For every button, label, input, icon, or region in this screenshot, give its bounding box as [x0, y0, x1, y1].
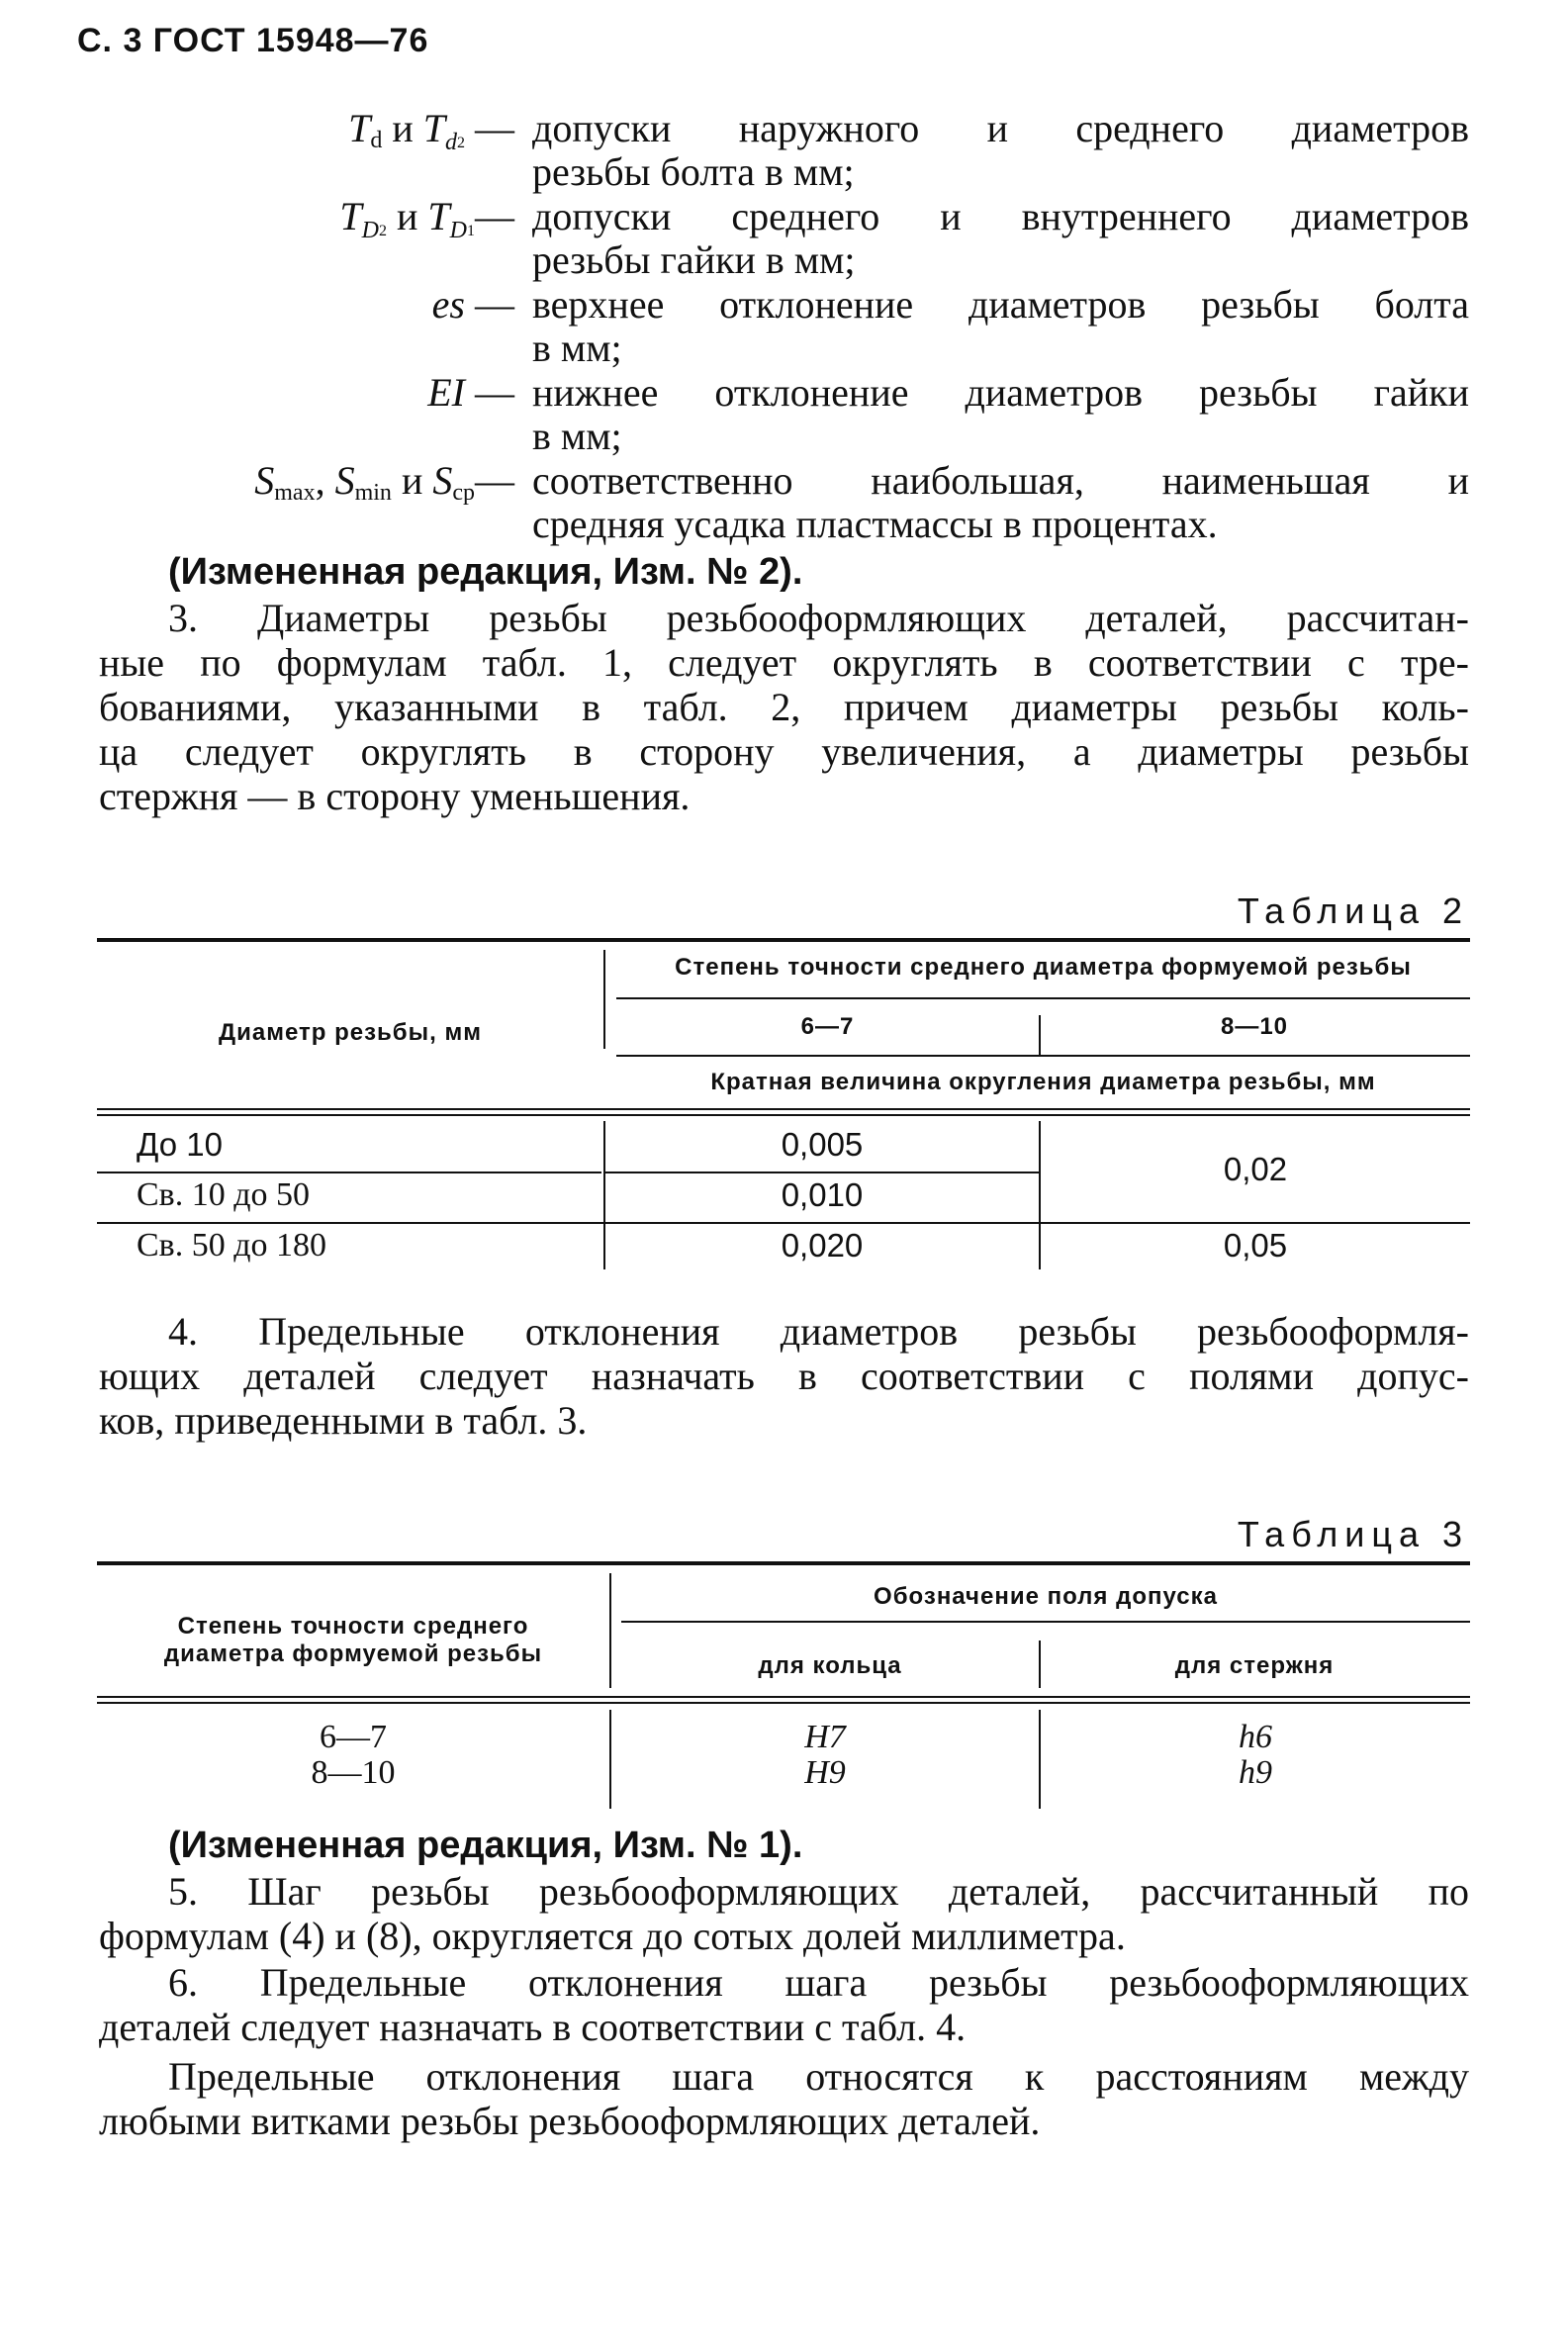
- table2-col1-header: Диаметр резьбы, мм: [219, 1019, 482, 1046]
- paragraph-4: 4. Предельные отклонения диаметров резьбы резьбооформля- ющих деталей следует назначать в соответствии с полями допус- ков, приведенными в табл. 3.: [99, 1309, 1469, 1443]
- page-header: С. 3 ГОСТ 15948—76: [77, 22, 429, 59]
- table-2: [97, 938, 1470, 1279]
- table2-cell-v1: 0,020: [781, 1227, 864, 1264]
- table3-group-header: Обозначение поля допуска: [874, 1583, 1218, 1610]
- table3-subheader-rod: для стержня: [1174, 1652, 1335, 1679]
- table2-cell-v2: 0,05: [1223, 1227, 1288, 1264]
- paragraph-7: Предельные отклонения шага относятся к расстояниям между любыми витками резьбы резьбооформляющих деталей.: [99, 2054, 1469, 2143]
- table-row: 6—7: [320, 1719, 387, 1755]
- table-3: [97, 1561, 1470, 1809]
- definition-symbol: $T_D2$ и $T_D1—$: [339, 194, 514, 243]
- table2-subheader-8-10: 8—10: [1220, 1013, 1289, 1040]
- table2-unit-header: Кратная величина округления диаметра резьбы, мм: [710, 1069, 1376, 1095]
- paragraph-5: 5. Шаг резьбы резьбооформляющих деталей, рассчитанный по формулам (4) и (8), округляется до сотых долей миллиметра.: [99, 1869, 1469, 1958]
- table3-cell-ring: H7: [804, 1719, 846, 1755]
- table3-col1-header-line1: Степень точности среднего: [177, 1613, 529, 1640]
- definition-text: верхнее отклонение диаметров резьбы болта в мм;: [532, 282, 1469, 370]
- symbol-definitions: [99, 107, 1469, 546]
- definition-tD: [99, 195, 1469, 282]
- table3-caption: Таблица 3: [1237, 1514, 1469, 1554]
- table2-cell-v1: 0,010: [781, 1176, 864, 1213]
- paragraph-6: 6. Предельные отклонения шага резьбы резьбооформляющих деталей следует назначать в соответствии с табл. 4.: [99, 1960, 1469, 2049]
- definition-es: [99, 283, 1469, 370]
- table3-cell-rod: h9: [1239, 1754, 1272, 1791]
- definition-symbol: es —: [431, 282, 514, 327]
- table3-cell-ring: H9: [804, 1754, 846, 1791]
- definition-text: нижнее отклонение диаметров резьбы гайки в мм;: [532, 370, 1469, 458]
- definition-symbol: Smax, Smin и Scp—: [254, 458, 514, 506]
- paragraph-3: 3. Диаметры резьбы резьбооформляющих деталей, рассчитан- ные по формулам табл. 1, следует округлять в соответствии с тре- бованиями, указанными в табл. 2, причем диаметры резьбы коль- ца следует округлять в сторону увеличения, а диаметры резьбы стержня — в сторону уменьшения.: [99, 596, 1469, 818]
- table-row: До 10: [137, 1126, 223, 1163]
- definition-text: соответственно наибольшая, наименьшая и средняя усадка пластмассы в процентах.: [532, 458, 1469, 546]
- table3-cell-rod: h6: [1239, 1719, 1272, 1755]
- definition-text: допуски среднего и внутреннего диаметров резьбы гайки в мм;: [532, 194, 1469, 282]
- definition-ei: [99, 371, 1469, 458]
- amendment-note-1: (Измененная редакция, Изм. № 1).: [168, 1825, 803, 1866]
- table2-caption: Таблица 2: [1237, 891, 1469, 931]
- amendment-note-2: (Измененная редакция, Изм. № 2).: [168, 551, 803, 593]
- table-row: 8—10: [311, 1754, 396, 1791]
- table3-col1-header-line2: диаметра формуемой резьбы: [163, 1641, 543, 1667]
- table2-group-header: Степень точности среднего диаметра формуемой резьбы: [675, 954, 1412, 981]
- definition-s: [99, 459, 1469, 546]
- table-row: Св. 10 до 50: [137, 1176, 311, 1213]
- table-row: Св. 50 до 180: [137, 1227, 327, 1264]
- definition-symbol: EI —: [427, 370, 514, 415]
- table2-subheader-6-7: 6—7: [800, 1013, 855, 1040]
- definition-text: допуски наружного и среднего диаметров резьбы болта в мм;: [532, 106, 1469, 194]
- table2-cell-v1: 0,005: [781, 1126, 864, 1163]
- table3-subheader-ring: для кольца: [758, 1652, 902, 1679]
- definition-td: [99, 107, 1469, 194]
- table2-cell-merged: 0,02: [1223, 1151, 1288, 1187]
- definition-symbol: Td и $T_d2$ —: [348, 106, 514, 155]
